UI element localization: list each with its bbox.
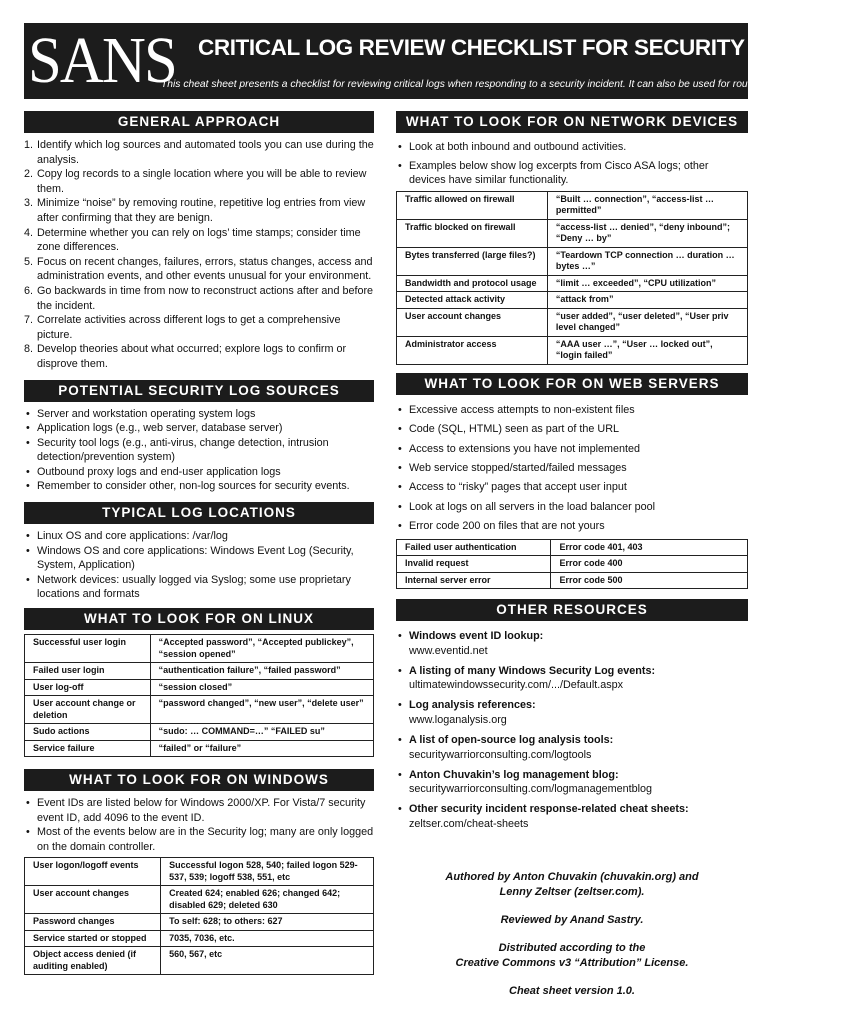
section-heading-web: WHAT TO LOOK FOR ON WEB SERVERS	[396, 373, 748, 395]
table-row	[25, 858, 374, 886]
resource-title: • Anton Chuvakin’s log management blog:	[409, 768, 619, 781]
table-row	[397, 336, 748, 364]
section-heading-windows: WHAT TO LOOK FOR ON WINDOWS	[24, 769, 374, 791]
list-item: • Most of the events below are in the Security log; many are only logged on the domain controller.	[24, 825, 374, 854]
resource-title: • A listing of many Windows Security Log events:	[409, 664, 656, 677]
list-item: • Access to “risky” pages that accept user input	[396, 480, 748, 495]
list-item: • Windows OS and core applications: Windows Event Log (Security, System, Application)	[24, 544, 374, 573]
table-cell: Service started or stopped	[25, 930, 161, 947]
table-cell: To self: 628; to others: 627	[161, 914, 374, 931]
list-item: 7. Correlate activities across different logs to get a comprehensive picture.	[24, 314, 341, 341]
list-item: • Security tool logs (e.g., anti-virus, change detection, intrusion detection/prevention system)	[24, 436, 374, 465]
table-cell: Error code 401, 403	[551, 539, 748, 556]
table-cell: Created 624; enabled 626; changed 642; disabled 629; deleted 630	[161, 886, 374, 914]
table-row	[397, 275, 748, 292]
table-row	[397, 308, 748, 336]
table-cell: Internal server error	[397, 572, 551, 589]
web-errors-table	[396, 539, 748, 590]
table-row	[397, 572, 748, 589]
section-heading-locations: TYPICAL LOG LOCATIONS	[24, 502, 374, 524]
table-row	[25, 914, 374, 931]
list-item	[396, 733, 748, 762]
table-row	[25, 740, 374, 757]
license: Distributed according to the Creative Commons v3 “Attribution” License.	[455, 941, 689, 969]
table-row	[25, 679, 374, 696]
table-row	[25, 635, 374, 663]
windows-notes-list	[24, 796, 374, 854]
section-heading-sources: POTENTIAL SECURITY LOG SOURCES	[24, 380, 374, 402]
list-item: 8. Develop theories about what occurred; explore logs to confirm or disprove them.	[24, 343, 347, 370]
resource-link[interactable]: www.loganalysis.org	[409, 713, 507, 726]
table-cell: 7035, 7036, etc.	[161, 930, 374, 947]
table-cell: Error code 500	[551, 572, 748, 589]
page-subtitle: This cheat sheet presents a checklist for reviewing critical logs when responding to a security incident. It can also be used for routine log review.	[161, 79, 816, 90]
table-row	[397, 556, 748, 573]
list-item	[396, 802, 748, 831]
log-locations-list	[24, 529, 374, 602]
list-item: 2. Copy log records to a single location where you will be able to review them.	[24, 168, 367, 195]
table-cell: Service failure	[25, 740, 151, 757]
list-item: 3. Minimize “noise” by removing routine, repetitive log entries from view after confirming that they are benign.	[24, 197, 366, 224]
resource-link[interactable]: ultimatewindowssecurity.com/.../Default.aspx	[409, 679, 624, 692]
header-banner	[24, 23, 868, 99]
list-item: • Web service stopped/started/failed messages	[396, 461, 748, 476]
section-heading-general: GENERAL APPROACH	[24, 111, 374, 133]
network-notes-list	[396, 140, 748, 188]
list-item: • Linux OS and core applications: /var/log	[24, 529, 374, 544]
list-item: • Application logs (e.g., web server, database server)	[24, 421, 374, 436]
list-item	[396, 629, 748, 658]
table-cell: “attack from”	[547, 292, 747, 309]
table-cell: “authentication failure”, “failed password”	[150, 663, 373, 680]
table-cell: “Built … connection”, “access-list … permitted”	[547, 191, 747, 219]
list-item: • Outbound proxy logs and end-user application logs	[24, 465, 374, 480]
list-item: • Network devices: usually logged via Syslog; some use proprietary locations and formats	[24, 573, 374, 602]
table-cell: “Accepted password”, “Accepted publickey”, “session opened”	[150, 635, 373, 663]
list-item: 1. Identify which log sources and automated tools you can use during the analysis.	[24, 139, 374, 166]
table-cell: Traffic blocked on firewall	[397, 219, 548, 247]
left-column	[24, 111, 374, 975]
credits	[396, 870, 748, 999]
table-cell: “AAA user …”, “User … locked out”, “login failed”	[547, 336, 747, 364]
table-cell: Password changes	[25, 914, 161, 931]
list-item: 5. Focus on recent changes, failures, errors, status changes, access and administration events, and other events unusual for your environment.	[24, 255, 373, 283]
table-row	[25, 947, 374, 975]
table-cell: “limit … exceeded”, “CPU utilization”	[547, 275, 747, 292]
list-item: • Remember to consider other, non-log sources for security events.	[24, 479, 374, 494]
version: Cheat sheet version 1.0.	[509, 984, 635, 997]
table-cell: Error code 400	[551, 556, 748, 573]
table-row	[397, 292, 748, 309]
table-cell: User log-off	[25, 679, 151, 696]
resource-link[interactable]: zeltser.com/cheat-sheets	[409, 818, 529, 831]
table-row	[25, 930, 374, 947]
list-item: • Examples below show log excerpts from Cisco ASA logs; other devices have similar functionality.	[396, 159, 748, 188]
table-row	[397, 191, 748, 219]
log-sources-list	[24, 407, 374, 495]
resource-title: • A list of open-source log analysis tools:	[409, 734, 614, 747]
list-item: • Access to extensions you have not implemented	[396, 442, 748, 457]
list-item	[396, 664, 748, 693]
list-item: • Server and workstation operating system logs	[24, 407, 374, 422]
table-cell: “Teardown TCP connection … duration … bytes …”	[547, 247, 747, 275]
table-row	[397, 539, 748, 556]
section-heading-resources: OTHER RESOURCES	[396, 599, 748, 621]
table-cell: Object access denied (if auditing enabled)	[25, 947, 161, 975]
section-heading-network: WHAT TO LOOK FOR ON NETWORK DEVICES	[396, 111, 748, 133]
resource-link[interactable]: securitywarriorconsulting.com/logtools	[409, 748, 592, 761]
linux-table	[24, 634, 374, 757]
page-title: CRITICAL LOG REVIEW CHECKLIST FOR SECURITY INCIDENTS	[198, 35, 868, 60]
table-row	[397, 247, 748, 275]
table-row	[25, 886, 374, 914]
table-cell: “sudo: … COMMAND=…” “FAILED su”	[150, 724, 373, 741]
list-item: • Look at both inbound and outbound activities.	[396, 140, 748, 155]
table-cell: “failed” or “failure”	[150, 740, 373, 757]
resource-link[interactable]: securitywarriorconsulting.com/logmanagementblog	[409, 783, 653, 796]
table-cell: User account changes	[397, 308, 548, 336]
list-item: • Event IDs are listed below for Windows 2000/XP. For Vista/7 security event ID, add 4096 to the event ID.	[24, 796, 374, 825]
resource-title: • Log analysis references:	[409, 699, 536, 712]
table-row	[25, 696, 374, 724]
list-item: • Error code 200 on files that are not yours	[396, 519, 748, 534]
network-table	[396, 191, 748, 365]
resource-title: • Windows event ID lookup:	[409, 630, 544, 643]
table-cell: Bytes transferred (large files?)	[397, 247, 548, 275]
table-cell: Bandwidth and protocol usage	[397, 275, 548, 292]
resource-link[interactable]: www.eventid.net	[409, 644, 488, 657]
table-cell: User logon/logoff events	[25, 858, 161, 886]
table-cell: User account change or deletion	[25, 696, 151, 724]
authors: Authored by Anton Chuvakin (chuvakin.org) and Lenny Zeltser (zeltser.com).	[445, 870, 699, 898]
list-item: • Code (SQL, HTML) seen as part of the URL	[396, 422, 748, 437]
list-item	[396, 698, 748, 727]
windows-table	[24, 857, 374, 975]
table-row	[25, 724, 374, 741]
general-approach-list	[24, 138, 374, 372]
table-cell: “user added”, “user deleted”, “User priv level changed”	[547, 308, 747, 336]
sans-logo: SANS	[28, 24, 176, 97]
table-cell: “password changed”, “new user”, “delete user”	[150, 696, 373, 724]
resource-title: • Other security incident response-related cheat sheets:	[409, 803, 689, 816]
list-item: 6. Go backwards in time from now to reconstruct actions after and before the incident.	[24, 284, 374, 312]
reviewer: Reviewed by Anand Sastry.	[500, 913, 644, 926]
list-item	[396, 768, 748, 797]
table-cell: User account changes	[25, 886, 161, 914]
section-heading-linux: WHAT TO LOOK FOR ON LINUX	[24, 608, 374, 630]
table-cell: Detected attack activity	[397, 292, 548, 309]
right-column	[396, 111, 748, 1012]
list-item: 4. Determine whether you can rely on logs’ time stamps; consider time zone differences.	[24, 226, 361, 254]
table-cell: Administrator access	[397, 336, 548, 364]
resources-list	[396, 629, 748, 832]
table-cell: Failed user authentication	[397, 539, 551, 556]
table-cell: Invalid request	[397, 556, 551, 573]
list-item: • Look at logs on all servers in the load balancer pool	[396, 500, 748, 515]
table-cell: Failed user login	[25, 663, 151, 680]
web-servers-list	[396, 403, 748, 534]
table-row	[397, 219, 748, 247]
table-cell: “access-list … denied”, “deny inbound”; “Deny … by”	[547, 219, 747, 247]
list-item: • Excessive access attempts to non-existent files	[396, 403, 748, 418]
table-row	[25, 663, 374, 680]
table-cell: Successful logon 528, 540; failed logon 529-537, 539; logoff 538, 551, etc	[161, 858, 374, 886]
table-cell: “session closed”	[150, 679, 373, 696]
table-cell: Sudo actions	[25, 724, 151, 741]
table-cell: Traffic allowed on firewall	[397, 191, 548, 219]
table-cell: 560, 567, etc	[161, 947, 374, 975]
table-cell: Successful user login	[25, 635, 151, 663]
